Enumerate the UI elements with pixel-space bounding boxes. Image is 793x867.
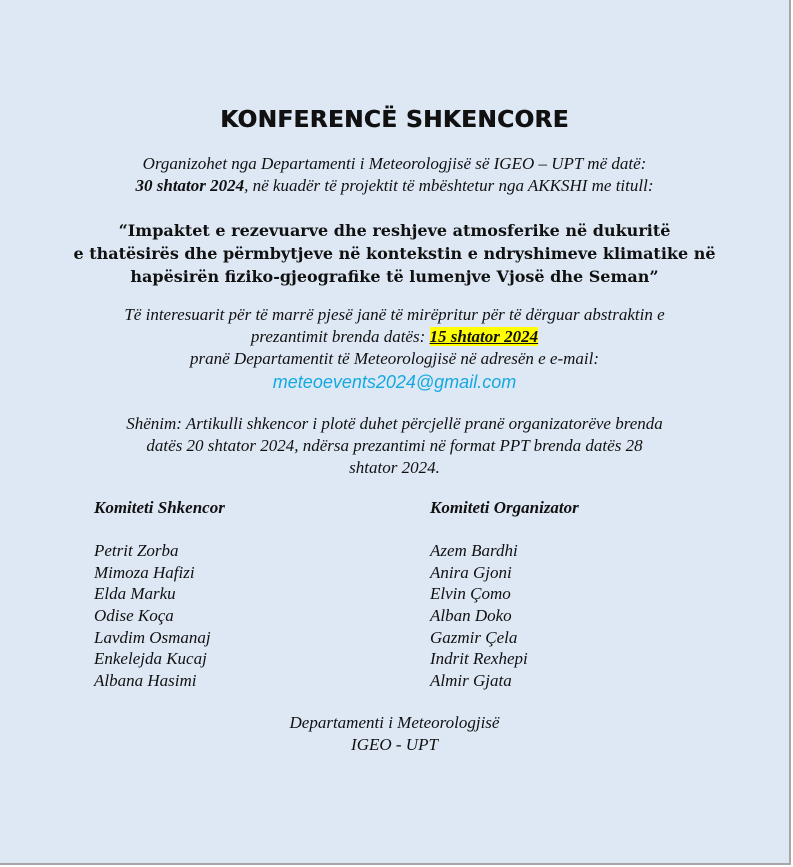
committee-member: Elvin Çomo xyxy=(430,584,511,604)
footer-department: Departamenti i Meteorologjisë xyxy=(289,713,500,732)
committee-member: Indrit Rexhepi xyxy=(430,649,528,669)
intro-line-1: Organizohet nga Departamenti i Meteorologjisë së IGEO – UPT më datë: xyxy=(142,154,647,173)
note-paragraph xyxy=(0,413,789,479)
project-title-line-1: “Impaktet e rezevuarve dhe reshjeve atmosferike në dukuritë xyxy=(118,221,671,240)
committee-member: Gazmir Çela xyxy=(430,627,518,647)
committee-member: Odise Koça xyxy=(94,605,174,625)
invitation-line-1: Të interesuarit për të marrë pjesë janë të mirëpritur për të dërguar abstraktin e xyxy=(124,305,665,324)
abstract-deadline: 15 shtator 2024 xyxy=(429,327,539,346)
scientific-committee-list xyxy=(94,540,225,691)
committee-member: Lavdim Osmanaj xyxy=(94,627,211,647)
invitation-line-2 xyxy=(0,326,789,348)
conference-title: KONFERENCË SHKENCORE xyxy=(220,107,569,133)
committee-member: Almir Gjata xyxy=(430,670,512,690)
organizing-committee xyxy=(430,497,579,691)
committee-member: Mimoza Hafizi xyxy=(94,562,195,582)
footer-signature xyxy=(0,712,789,756)
project-title-line-3: hapësirën fiziko-gjeografike të lumenjve Vjosë dhe Seman” xyxy=(130,267,659,286)
conference-date: 30 shtator 2024 xyxy=(135,176,245,195)
organizing-committee-heading: Komiteti Organizator xyxy=(430,498,579,517)
note-line-1: Shënim: Artikulli shkencor i plotë duhet përcjellë pranë organizatorëve brenda xyxy=(126,414,663,433)
contact-email-link[interactable]: meteoevents2024@gmail.com xyxy=(272,372,517,392)
committee-member: Albana Hasimi xyxy=(94,670,197,690)
scientific-committee-heading: Komiteti Shkencor xyxy=(94,498,225,517)
invitation-line-2-prefix: prezantimit brenda datës: xyxy=(250,327,430,346)
scientific-committee xyxy=(94,497,225,691)
organizing-committee-list xyxy=(430,540,579,691)
committee-member: Petrit Zorba xyxy=(94,541,179,561)
invitation-line-3: pranë Departamentit të Meteorologjisë në adresën e e-mail: xyxy=(190,349,599,368)
committee-member: Alban Doko xyxy=(430,605,512,625)
invitation-paragraph xyxy=(0,304,789,394)
footer-institution: IGEO - UPT xyxy=(351,735,438,754)
intro-line-2 xyxy=(0,175,789,197)
intro-paragraph xyxy=(0,153,789,197)
committee-member: Anira Gjoni xyxy=(430,562,512,582)
project-title-line-2: e thatësirës dhe përmbytjeve në kontekstin e ndryshimeve klimatike në xyxy=(73,244,716,263)
intro-line-2-rest: , në kuadër të projektit të mbështetur nga AKKSHI me titull: xyxy=(244,176,654,195)
committee-member: Enkelejda Kucaj xyxy=(94,649,207,669)
note-line-3: shtator 2024. xyxy=(349,458,440,477)
project-title xyxy=(0,219,789,288)
note-line-2: datës 20 shtator 2024, ndërsa prezantimi në format PPT brenda datës 28 xyxy=(146,436,643,455)
committee-member: Azem Bardhi xyxy=(430,541,518,561)
committee-member: Elda Marku xyxy=(94,584,176,604)
